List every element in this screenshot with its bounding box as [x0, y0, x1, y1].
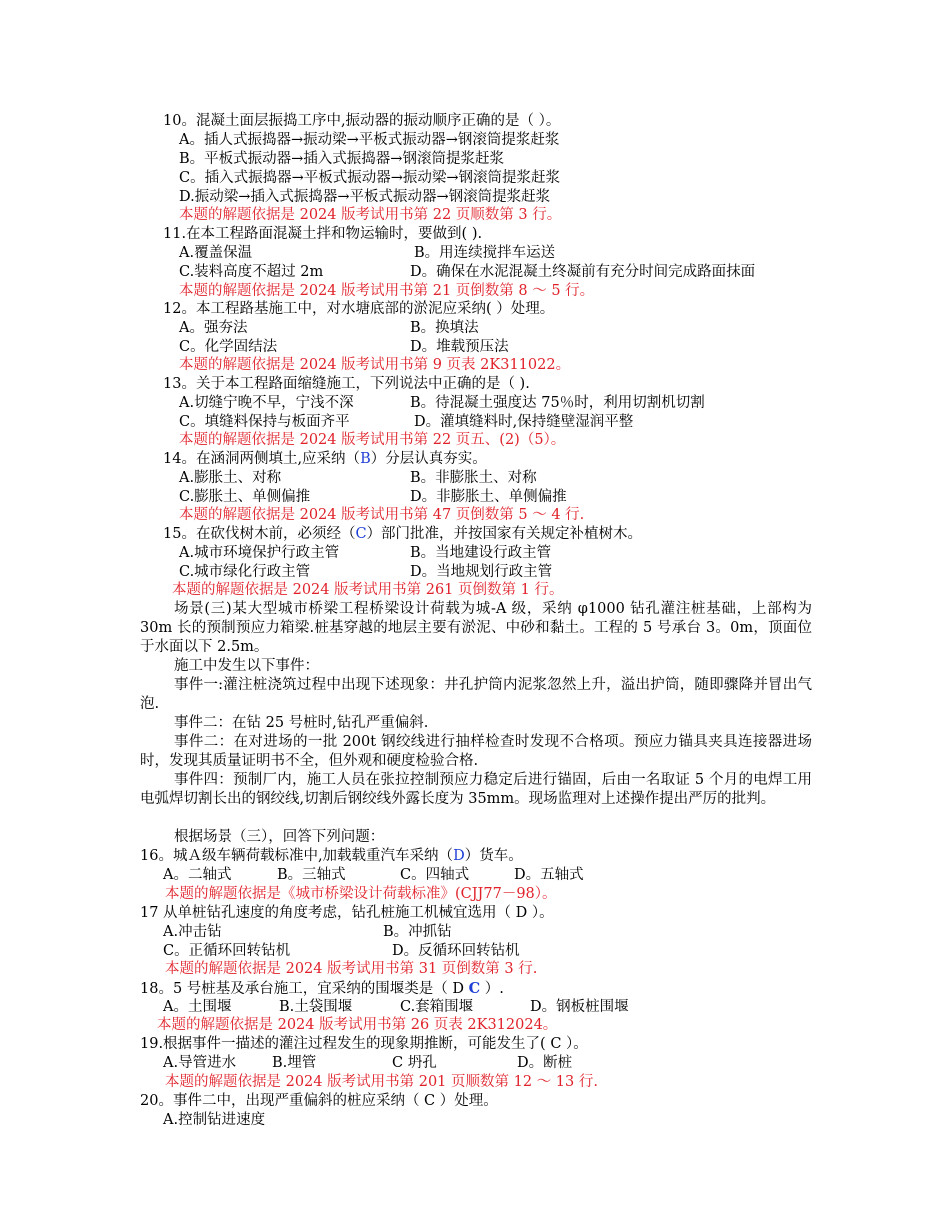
scene3-events-heading: 施工中发生以下事件：: [174, 658, 319, 674]
q16-option-d: D。五轴式: [514, 867, 584, 883]
q18-option-b: B.土袋围堰: [279, 999, 353, 1015]
q16-answer: D: [453, 848, 465, 864]
q10-basis: 本题的解题依据是 2024 版考试用书第 22 页顺数第 3 行。: [179, 207, 562, 223]
q17-option-a: A.冲击钻: [163, 924, 222, 940]
q17-stem: 17 从单桩钻孔速度的角度考虑，钻孔桩施工机械宜选用（ D ）。: [140, 905, 554, 921]
q18-answer: C: [468, 980, 481, 997]
q16-basis: 本题的解题依据是《城市桥梁设计荷载标准》(CJJ77－98）。: [165, 886, 557, 902]
q11-option-b: B。用连续搅拌车运送: [414, 245, 556, 261]
q15-option-a: A.城市环境保护行政主管: [179, 545, 340, 561]
q17-option-c: C。正循环回转钻机: [163, 943, 291, 959]
q17-basis: 本题的解题依据是 2024 版考试用书第 31 页倒数第 3 行.: [165, 961, 538, 977]
q11-option-c: C.装料高度不超过 2m: [179, 264, 324, 280]
q13-basis: 本题的解题依据是 2024 版考试用书第 22 页五、(2)（5）。: [179, 432, 566, 448]
q19-option-c: C 坍孔: [392, 1055, 437, 1071]
q19-stem: 19.根据事件一描述的灌注过程发生的现象期推断，可能发生了( C ）。: [140, 1036, 588, 1052]
q12-option-b: B。换填法: [410, 320, 479, 336]
q16-stem: 16。城Ａ级车辆荷载标准中,加载载重汽车采纳（D）货车。: [140, 848, 523, 864]
q19-basis: 本题的解题依据是 2024 版考试用书第 201 页顺数第 12 ～ 13 行.: [165, 1074, 598, 1090]
q11-stem: 11.在本工程路面混凝土拌和物运输时，要做到( ).: [163, 226, 483, 242]
q16-option-a: A。二轴式: [163, 867, 232, 883]
q19-option-d: D。断桩: [517, 1055, 573, 1071]
q20-option-a: A.控制钻进速度: [163, 1112, 266, 1128]
q16-option-b: B。三轴式: [277, 867, 346, 883]
q12-option-a: A。强夯法: [179, 320, 248, 336]
scene3-event-2: 事件二：在钻 25 号桩时,钻孔严重偏斜.: [174, 715, 429, 731]
scene3-intro: 场景(三)某大型城市桥梁工程桥梁设计荷载为城-A 级，采纳 φ1000 钻孔灌注桩基础，上部构为 30m 长的预制预应力箱梁.桩基穿越的地层主要有淤泥、中砂和黏土。工程的 5 号承台 3。0m，顶面位于水面以下 2.5m。: [140, 601, 812, 655]
q19-option-b: B.埋管: [272, 1055, 317, 1071]
q12-stem: 12。本工程路基施工中，对水塘底部的淤泥应采纳( ）处理。: [163, 301, 555, 317]
q11-option-d: D。确保在水泥混凝土终凝前有充分时间完成路面抹面: [410, 264, 756, 280]
q14-basis: 本题的解题依据是 2024 版考试用书第 47 页倒数第 5 ～ 4 行.: [179, 507, 585, 523]
q14-option-d: D。非膨胀土、单侧偏推: [410, 489, 567, 505]
q15-basis: 本题的解题依据是 2024 版考试用书第 261 页倒数第 1 行。: [172, 582, 564, 598]
q13-option-c: C。填缝料保持与板面齐平: [179, 414, 350, 430]
q15-option-b: B。当地建设行政主管: [410, 545, 552, 561]
q18-option-a: A。土围堰: [163, 999, 232, 1015]
q10-option-d: D.振动梁→插入式振捣器→平板式振动器→钢滚筒提浆赶浆: [179, 189, 551, 205]
q14-stem: 14。在涵洞两侧填土,应采纳（B）分层认真夯实。: [163, 451, 487, 467]
q14-answer: B: [360, 451, 371, 467]
scene3-event-1: 事件一:灌注桩浇筑过程中出现下述现象：井孔护筒内泥浆忽然上升，溢出护筒，随即骤降并冒出气泡.: [140, 677, 812, 712]
q12-basis: 本题的解题依据是 2024 版考试用书第 9 页表 2K311022。: [179, 357, 571, 373]
q12-option-c: C。化学固结法: [179, 339, 278, 355]
q18-option-d: D。钢板桩围堰: [530, 999, 629, 1015]
q15-answer: C: [355, 526, 367, 542]
q12-option-d: D。堆载预压法: [410, 339, 509, 355]
q15-option-c: C.城市绿化行政主管: [179, 564, 311, 580]
q15-stem: 15。在砍伐树木前，必须经（C）部门批准，并按国家有关规定补植树木。: [163, 526, 643, 542]
q11-basis: 本题的解题依据是 2024 版考试用书第 21 页倒数第 8 ～ 5 行。: [179, 283, 595, 299]
q16-option-c: C。四轴式: [400, 867, 470, 883]
q17-option-d: D。反循环回转钻机: [392, 943, 520, 959]
q14-option-b: B。非膨胀土、对称: [410, 470, 537, 486]
q18-basis: 本题的解题依据是 2024 版考试用书第 26 页表 2K312024。: [157, 1017, 558, 1033]
q14-option-c: C.膨胀土、单侧偏推: [179, 489, 311, 505]
q20-stem: 20。事件二中，出现严重偏斜的桩应采纳（ C ）处理。: [140, 1093, 498, 1109]
scene3-event-3: 事件二：在对进场的一批 200t 钢绞线进行抽样检查时发现不合格项。预应力锚具夹具连接器进场时，发现其质量证明书不全，但外观和硬度检验合格.: [140, 734, 812, 769]
q14-option-a: A.膨胀土、对称: [179, 470, 282, 486]
scene3-prompt: 根据场景（三），回答下列问题：: [174, 829, 385, 845]
q13-option-b: B。待混凝土强度达 75％时，利用切割机切割: [410, 395, 705, 411]
q15-option-d: D。当地规划行政主管: [410, 564, 553, 580]
scene3-event-4: 事件四：预制厂内，施工人员在张拉控制预应力稳定后进行锚固，后由一名取证 5 个月的电焊工用电弧焊切割长出的钢绞线,切割后钢绞线外露长度为 35mm。现场监理对上述操作提出严厉的批判。: [140, 772, 812, 807]
q17-option-b: B。冲抓钻: [383, 924, 452, 940]
q11-option-a: A.覆盖保温: [179, 245, 253, 261]
q10-option-c: C。插入式振捣器→平板式振动器→振动梁→钢滚筒提浆赶浆: [179, 170, 561, 186]
q18-option-c: C.套箱围堰: [400, 999, 474, 1015]
q13-stem: 13。关于本工程路面缩缝施工，下列说法中正确的是（ ).: [163, 376, 530, 392]
q10-option-b: B。平板式振动器→插入式振捣器→钢滚筒提浆赶浆: [179, 151, 504, 167]
q10-option-a: A。插人式振捣器→振动梁→平板式振动器→钢滚筒提浆赶浆: [179, 132, 560, 148]
q13-option-d: D。灌填缝料时,保持缝壁湿润平整: [414, 414, 634, 430]
q13-option-a: A.切缝宁晚不早，宁浅不深: [179, 395, 354, 411]
q19-option-a: A.导管进水: [163, 1055, 237, 1071]
q18-stem: 18。5 号桩基及承台施工，宜采纳的围堰类是（ D C ）.: [140, 980, 504, 997]
q10-stem: 10。混凝土面层振捣工序中,振动器的振动顺序正确的是（ ）。: [163, 113, 561, 129]
